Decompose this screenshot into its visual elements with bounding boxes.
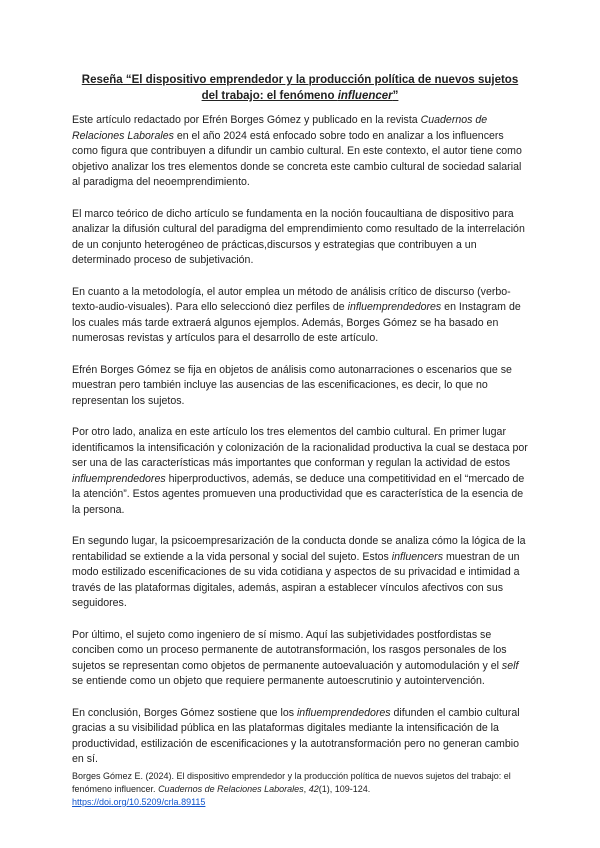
text-run: en Instagram de los cuales más tarde extraerá algunos ejemplos. Además, Borges Gómez se ha basado en numerosas revistas y artículos para el desarrollo de este artículo.: [72, 301, 521, 344]
doi-link[interactable]: https://doi.org/10.5209/crla.89115: [72, 797, 206, 807]
text-run: muestran de un modo estilizado escenificaciones de su vida cotidiana y aspectos de su privacidad e intimidad a través de las plataformas digitales, además, aspiran a establecer vínculos afectivos con sus seguidores.: [72, 550, 520, 609]
text-run: Este artículo redactado por Efrén Borges Gómez y publicado en la revista: [72, 114, 421, 126]
paragraph-conclusion: [72, 706, 528, 768]
title-closing-quote: ”: [392, 90, 399, 102]
text-run: Por otro lado, analiza en este artículo los tres elementos del cambio cultural. En primer lugar identificamos la intensificación y colonización de la racionalidad productiva la cual se destaca por ser una de las características más importantes que conforman y regulan la actividad de estos: [72, 426, 528, 469]
text-run: En conclusión, Borges Gómez sostiene que los: [72, 706, 297, 719]
paragraph-objects-of-analysis: Efrén Borges Gómez se fija en objetos de análisis como autonarraciones o escenarios que se muestran pero también incluye las ausencias de las escenificaciones, es decir, lo que no representan los sujetos.: [72, 363, 512, 407]
italic-term: influencers: [391, 550, 444, 563]
text-run: en el año 2024 está enfocado sobre todo en analizar a los influencers como figura que contribuyen a difundir un cambio cultural. En este contexto, el autor tiene como objetivo analizar los tres elementos donde se concreta este cambio cultural de sociedad salarial al paradigma del neoemprendimiento.: [72, 129, 522, 188]
italic-term: influemprendedores: [72, 472, 166, 485]
text-run: Por último, el sujeto como ingeniero de sí mismo. Aquí las subjetividades postfordistas se conciben como un proceso permanente de autotransformación, los rasgos personales de los sujetos se representan como objetos de permanente autoevaluación y automodulación y el: [72, 628, 507, 672]
reference-pages: (1), 109-124.: [318, 784, 371, 794]
italic-term: influemprendedores: [347, 301, 442, 313]
reference-volume: 42: [308, 784, 319, 794]
bibliographic-reference: [72, 770, 528, 809]
journal-name: Cuadernos de Relaciones Laborales: [72, 114, 488, 142]
paragraph-first-element: [72, 425, 528, 518]
review-title: [72, 72, 528, 104]
text-run: se entiende como un objeto que requiere permanente autoescrutinio y autointervención.: [72, 675, 485, 687]
paragraph-methodology: [72, 285, 528, 347]
text-run: hiperproductivos, además, se deduce una competitividad en el “mercado de la atención”. Estos agentes promueven una productividad que es característica de la esencia de la persona.: [72, 472, 525, 516]
reference-separator: ,: [303, 784, 309, 794]
reference-journal: Cuadernos de Relaciones Laborales: [158, 784, 304, 794]
italic-term: influemprendedores: [296, 706, 391, 719]
paragraph-second-element: [72, 534, 528, 612]
reference-text: Borges Gómez E. (2024). El dispositivo emprendedor y la producción política de nuevos sujetos del trabajo: el fenómeno influencer.: [72, 771, 511, 794]
review-body: [72, 113, 528, 784]
paragraph-introduction: [72, 113, 528, 191]
title-italic-term: influencer: [337, 90, 393, 102]
paragraph-theoretical-framework: El marco teórico de dicho artículo se fundamenta en la noción foucaultiana de dispositivo para analizar la difusión cultural del paradigma del emprendimiento como resultado de la interrelación de un conjunto heterogéneo de prácticas,discursos y estrategias que contribuyen a un determinado proceso de subjetivación.: [72, 207, 525, 266]
text-run: En segundo lugar, la psicoempresarización de la conducta donde se analiza cómo la lógica de la rentabilidad se extiende a la vida personal y social del sujeto. Estos: [72, 535, 526, 563]
text-run: En cuanto a la metodología, el autor emplea un método de análisis crítico de discurso (verbo-texto-audio-visuales). Para ello seleccionó diez perfiles de: [72, 285, 511, 313]
italic-term: self: [501, 659, 519, 672]
paragraph-third-element: [72, 628, 528, 690]
title-text: Reseña “El dispositivo emprendedor y la producción política de nuevos sujetos del trabajo: el fenómeno: [81, 74, 519, 102]
text-run: difunden el cambio cultural gracias a su visibilidad pública en las plataformas digitales mediante la intensificación de la productividad, estilización de escenificaciones y la autotransformación pero no generan cambio en sí.: [72, 706, 520, 765]
